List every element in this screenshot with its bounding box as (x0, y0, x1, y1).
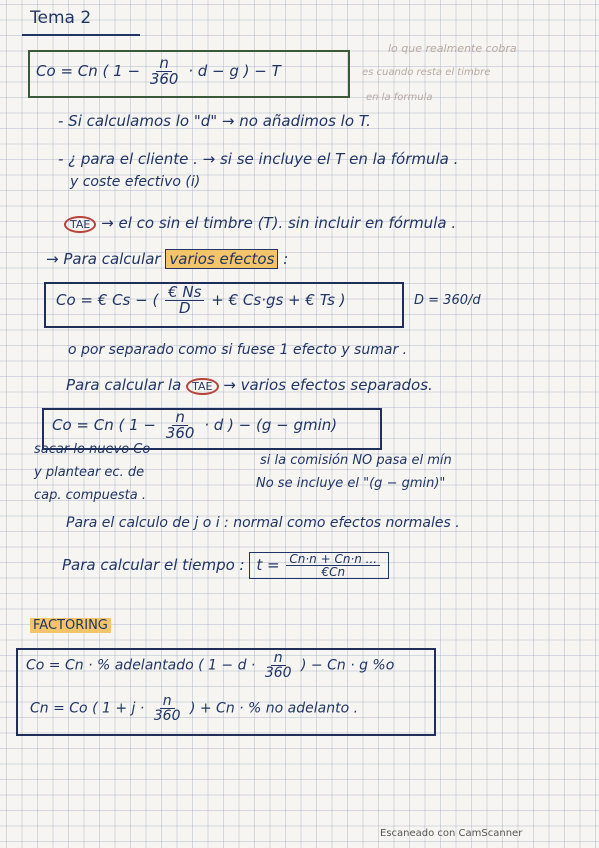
factoring-heading (30, 618, 111, 633)
fraction-den: 360 (264, 665, 292, 681)
formula-2 (56, 285, 346, 316)
note-7-line-2: No se incluye el "(g − gmin)" (256, 476, 446, 491)
note-4: o por separado como si fuese 1 efecto y sumar . (68, 342, 408, 358)
fraction-num: Cn·n + Cn·n ... (286, 553, 380, 566)
tae-circle: TAE (64, 216, 96, 233)
margin-note-line-1: lo que realmente cobra (388, 42, 517, 55)
varios-heading (46, 250, 288, 268)
fraction-den: 360 (165, 424, 195, 442)
formula-3-fraction (163, 410, 198, 441)
margin-note-line-3: en la formula (366, 92, 433, 103)
formula-6-start: Cn = Co ( 1 + j · (30, 700, 145, 717)
note-2: - ¿ para el cliente . → si se incluye el T en la fórmula . (58, 150, 459, 168)
title-underline (22, 34, 140, 36)
note-6-line-2: y plantear ec. de (34, 465, 145, 480)
scanner-watermark: Escaneado con CamScanner (380, 828, 523, 839)
note-6-line-3: cap. compuesta . (34, 488, 146, 503)
fraction-num: n (172, 410, 188, 426)
fraction-den: 360 (153, 708, 181, 724)
fraction-num: n (271, 651, 286, 666)
note-2b: y coste efectivo (i) (70, 174, 201, 190)
d-note: D = 360/d (414, 293, 481, 308)
formula-1 (36, 56, 281, 87)
formula-1-lhs: Co (36, 62, 56, 80)
fraction-num: n (156, 56, 172, 72)
formula-3 (52, 410, 337, 441)
formula-3-end: · d ) − (g − gmin) (204, 416, 338, 434)
note-5-suffix: → varios efectos separados. (223, 376, 433, 394)
fraction-num: n (160, 694, 175, 709)
varios-prefix: → Para calcular (46, 250, 161, 268)
note-1: - Si calculamos lo "d" → no añadimos lo T. (58, 112, 371, 130)
varios-suffix: : (283, 250, 289, 268)
formula-1-rhs-start: = Cn ( 1 − (60, 62, 141, 80)
note-3-line (64, 214, 456, 233)
formula-2-lhs: Co = € Cs − ( (56, 291, 159, 309)
formula-3-start: Co = Cn ( 1 − (52, 416, 157, 434)
formula-4-lhs: t = (256, 556, 280, 574)
note-9 (62, 552, 389, 579)
formula-1-fraction (147, 56, 182, 87)
formula-5-start: Co = Cn · % adelantado ( 1 − d · (26, 657, 256, 674)
formula-6-fraction (151, 694, 184, 723)
formula-2-fraction (165, 285, 204, 316)
note-9-prefix: Para calcular el tiempo : (62, 556, 245, 574)
fraction-num: € Ns (165, 285, 204, 301)
formula-4-box (249, 552, 389, 579)
varios-highlight: varios efectos (165, 249, 278, 269)
tae-circle: TAE (186, 378, 218, 395)
formula-5-end: ) − Cn · g %o (301, 657, 395, 674)
page-title: Tema 2 (30, 8, 92, 28)
note-6-line-1: sacar lo nuevo Co (34, 442, 151, 457)
formula-2-rest: + € Cs·gs + € Ts ) (211, 291, 346, 309)
note-8: Para el calculo de j o i : normal como efectos normales . (66, 515, 460, 531)
formula-5 (26, 651, 394, 680)
formula-1-rhs-end: · d − g ) − T (188, 62, 281, 80)
fraction-den: €Cn (321, 565, 346, 579)
note-7-line-1: si la comisión NO pasa el mín (260, 453, 452, 468)
formula-6 (30, 694, 358, 723)
formula-5-fraction (262, 651, 295, 680)
formula-6-end: ) + Cn · % no adelanto . (189, 700, 359, 717)
note-3: → el co sin el timbre (T). sin incluir en fórmula . (101, 214, 457, 232)
note-5 (66, 376, 433, 395)
fraction-den: 360 (149, 70, 179, 88)
formula-4-fraction (286, 553, 380, 578)
fraction-den: D (178, 299, 191, 317)
factoring-label: FACTORING (30, 618, 111, 633)
margin-note-line-2: es cuando resta el timbre (362, 67, 491, 78)
note-5-prefix: Para calcular la (66, 376, 182, 394)
